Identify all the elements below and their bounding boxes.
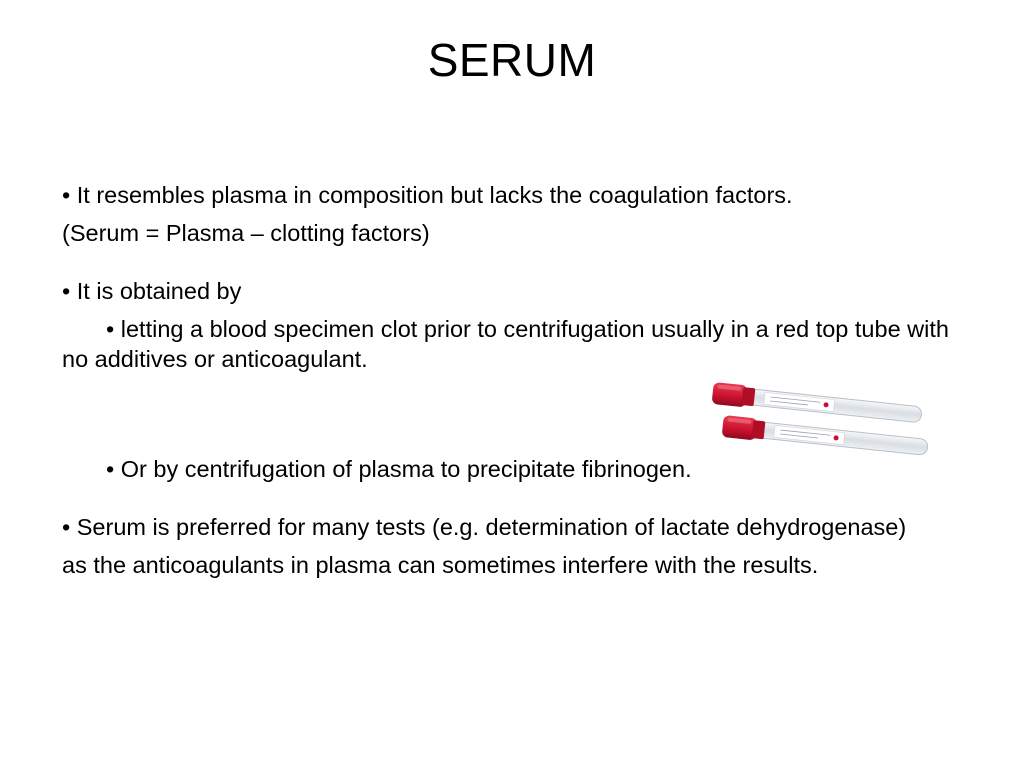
sub-bullet-centrifugation: • Or by centrifugation of plasma to precipitate fibrinogen. [106, 456, 692, 482]
bullet-obtained-by: • It is obtained by [62, 278, 242, 304]
anticoagulant-note: as the anticoagulants in plasma can sometimes interfere with the results. [62, 552, 819, 578]
bullet-resembles-plasma: • It resembles plasma in composition but lacks the coagulation factors. [62, 182, 793, 208]
slide-title: SERUM [427, 34, 597, 86]
bullet-serum-preferred: • Serum is preferred for many tests (e.g. determination of lactate dehydrogenase) [62, 514, 907, 540]
red-top-tubes-image [708, 380, 930, 462]
sub-bullet-clotting: • letting a blood specimen clot prior to centrifugation usually in a red top tube with no additives or anticoagulant. [62, 316, 949, 372]
blood-tube-lower [722, 415, 929, 458]
serum-formula: (Serum = Plasma – clotting factors) [62, 220, 430, 246]
